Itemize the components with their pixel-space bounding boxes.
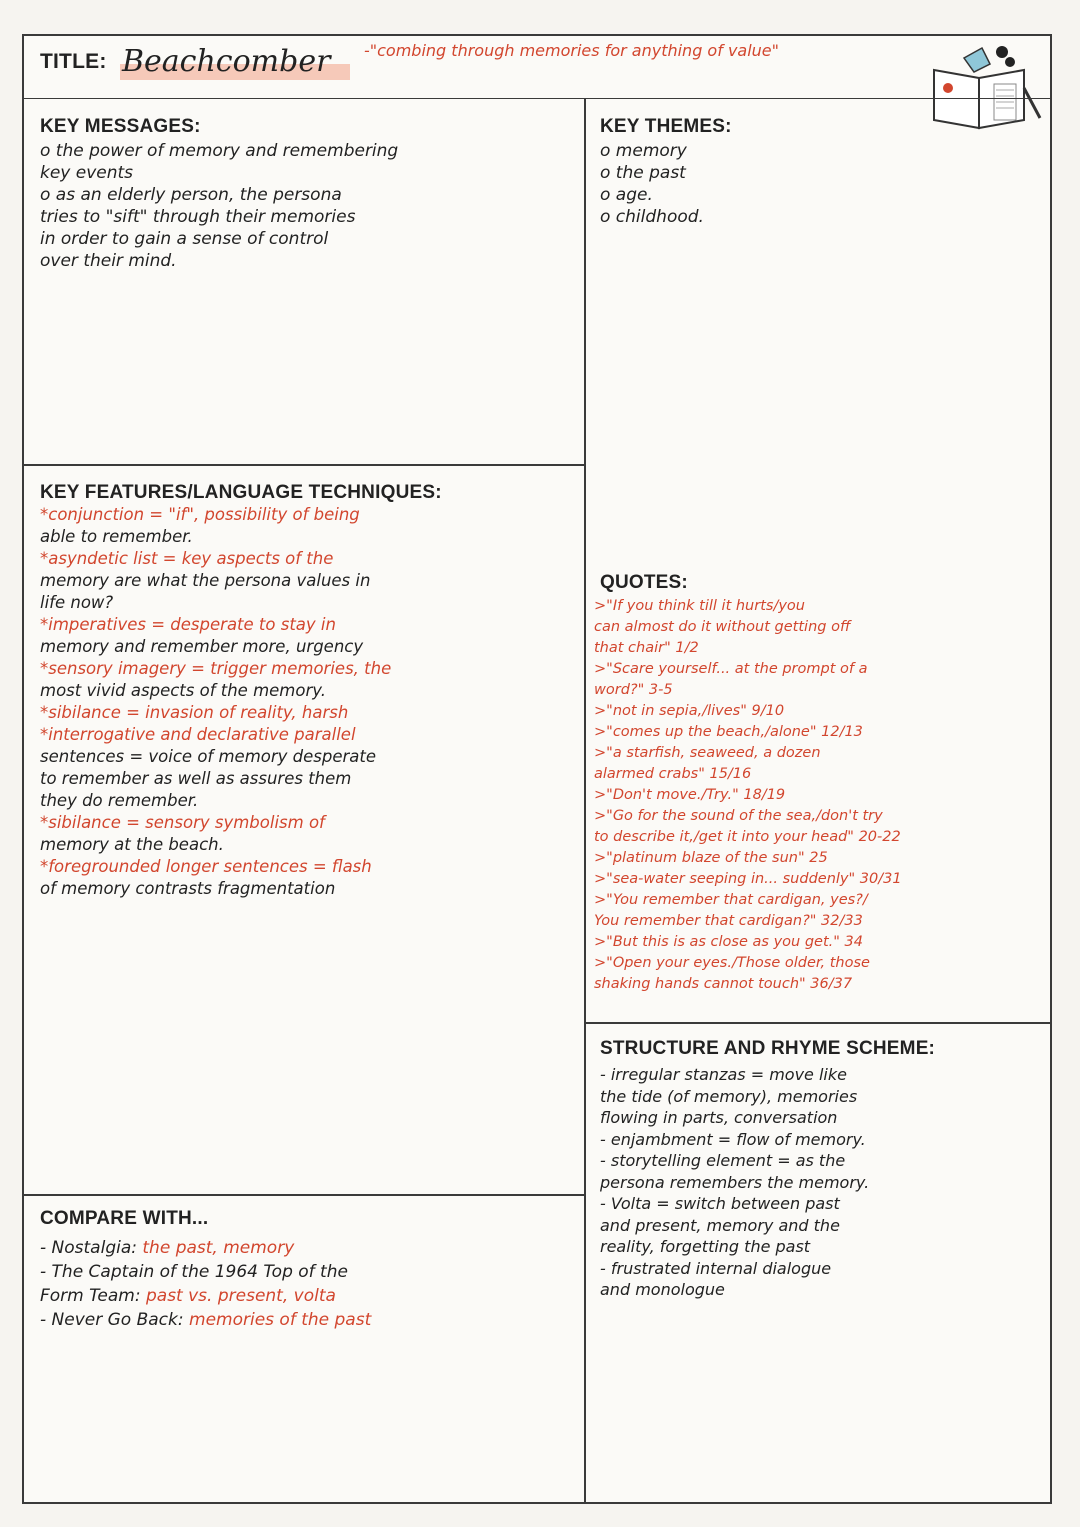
title-subtitle-text: -"combing through memories for anything of value": [364, 41, 779, 60]
quote-line: >"platinum blaze of the sun" 25: [594, 850, 828, 866]
key-message-line: tries to "sift" through their memories: [40, 207, 356, 227]
feature-line: of memory contrasts fragmentation: [40, 879, 336, 898]
structure-line: - storytelling element = as the: [600, 1151, 846, 1170]
compare-note: memories of the past: [189, 1310, 372, 1330]
quote-line: shaking hands cannot touch" 36/37: [594, 976, 853, 992]
structure-line: flowing in parts, conversation: [600, 1108, 838, 1127]
quote-line: >"If you think till it hurts/you: [594, 598, 805, 614]
feature-line: *interrogative and declarative parallel: [40, 725, 356, 744]
structure-line: and present, memory and the: [600, 1215, 840, 1235]
feature-line: sentences = voice of memory desperate: [40, 747, 377, 766]
key-messages-text: [40, 140, 398, 272]
quote-line: >"Go for the sound of the sea,/don't try: [594, 808, 883, 824]
features-text: [40, 504, 580, 900]
feature-line: to remember as well as assures them: [40, 769, 352, 788]
quote-line: >"sea-water seeping in... suddenly" 30/31: [594, 871, 902, 887]
structure-line: and monologue: [600, 1280, 725, 1299]
feature-line: memory at the beach.: [40, 835, 224, 854]
book-quill-icon: [924, 40, 1042, 132]
key-message-line: o as an elderly person, the persona: [40, 185, 342, 205]
structure-text: [600, 1064, 1046, 1301]
compare-line: [40, 1284, 580, 1308]
compare-label: COMPARE WITH...: [40, 1208, 209, 1229]
key-messages-label: KEY MESSAGES:: [40, 116, 201, 137]
key-message-line: over their mind.: [40, 251, 177, 271]
quote-line: >"Open your eyes./Those older, those: [594, 955, 870, 971]
compare-poem: Form Team:: [40, 1286, 146, 1306]
compare-poem: - The Captain of the 1964 Top of the: [40, 1262, 348, 1282]
feature-line: *foregrounded longer sentences = flash: [40, 857, 372, 876]
compare-note: the past, memory: [142, 1238, 295, 1258]
feature-line: most vivid aspects of the memory.: [40, 681, 326, 700]
structure-line: - Volta = switch between past: [600, 1194, 840, 1213]
feature-line: memory and remember more, urgency: [40, 637, 364, 656]
theme-item: o memory: [600, 141, 687, 161]
structure-line: persona remembers the memory.: [600, 1172, 870, 1192]
compare-poem: - Nostalgia:: [40, 1238, 143, 1258]
feature-line: *asyndetic list = key aspects of the: [40, 549, 334, 568]
quote-line: alarmed crabs" 15/16: [594, 766, 752, 782]
theme-item: o the past: [600, 163, 686, 183]
feature-line: able to remember.: [40, 527, 193, 546]
key-message-line: key events: [40, 163, 134, 183]
feature-line: *sensory imagery = trigger memories, the: [40, 659, 392, 678]
feature-line: they do remember.: [40, 791, 199, 810]
feature-line: memory are what the persona values in: [40, 571, 371, 590]
theme-item: o age.: [600, 185, 653, 205]
quotes-text: [594, 596, 1046, 995]
quote-line: You remember that cardigan?" 32/33: [594, 913, 863, 929]
compare-note: past vs. present, volta: [145, 1286, 336, 1306]
feature-line: *sibilance = sensory symbolism of: [40, 813, 325, 832]
quote-line: >"But this is as close as you get." 34: [594, 934, 863, 950]
structure-line: - frustrated internal dialogue: [600, 1258, 832, 1278]
compare-box: [22, 1194, 586, 1196]
structure-line: the tide (of memory), memories: [600, 1086, 858, 1106]
feature-line: *conjunction = "if", possibility of being: [40, 505, 360, 524]
structure-line: reality, forgetting the past: [600, 1237, 811, 1256]
quote-line: that chair" 1/2: [594, 640, 699, 656]
title-label: TITLE:: [40, 50, 107, 73]
features-label: KEY FEATURES/LANGUAGE TECHNIQUES:: [40, 482, 442, 503]
quote-line: >"Scare yourself... at the prompt of a: [594, 661, 868, 677]
quote-line: >"a starfish, seaweed, a dozen: [594, 745, 821, 761]
compare-text: [40, 1236, 580, 1332]
structure-label: STRUCTURE AND RHYME SCHEME:: [600, 1038, 936, 1059]
quote-line: >"not in sepia,/lives" 9/10: [594, 703, 785, 719]
compare-line: [40, 1308, 580, 1332]
structure-line: - enjambment = flow of memory.: [600, 1129, 866, 1149]
compare-line: [40, 1236, 580, 1260]
key-themes-label: KEY THEMES:: [600, 116, 732, 137]
structure-box: [584, 1022, 1052, 1024]
key-themes-list: [600, 140, 704, 228]
quote-line: word?" 3-5: [594, 682, 673, 698]
compare-poem: - Never Go Back:: [40, 1310, 190, 1330]
quotes-label: QUOTES:: [600, 572, 688, 593]
poem-title: Beachcomber: [122, 44, 331, 79]
structure-line: - irregular stanzas = move like: [600, 1065, 847, 1084]
quote-line: >"Don't move./Try." 18/19: [594, 787, 786, 803]
quote-line: >"comes up the beach,/alone" 12/13: [594, 724, 863, 740]
column-divider: [584, 98, 586, 1504]
quote-line: to describe it,/get it into your head" 20-22: [594, 829, 901, 845]
revision-sheet: [22, 34, 1052, 1504]
compare-line: [40, 1260, 580, 1284]
theme-item: o childhood.: [600, 207, 704, 227]
key-message-line: o the power of memory and remembering: [40, 141, 399, 161]
quote-line: can almost do it without getting off: [594, 619, 851, 635]
feature-line: *imperatives = desperate to stay in: [40, 615, 336, 634]
feature-line: *sibilance = invasion of reality, harsh: [40, 703, 349, 722]
feature-line: life now?: [40, 593, 114, 612]
quote-line: >"You remember that cardigan, yes?/: [594, 892, 868, 908]
title-subtitle: [364, 42, 944, 60]
key-message-line: in order to gain a sense of control: [40, 229, 329, 249]
